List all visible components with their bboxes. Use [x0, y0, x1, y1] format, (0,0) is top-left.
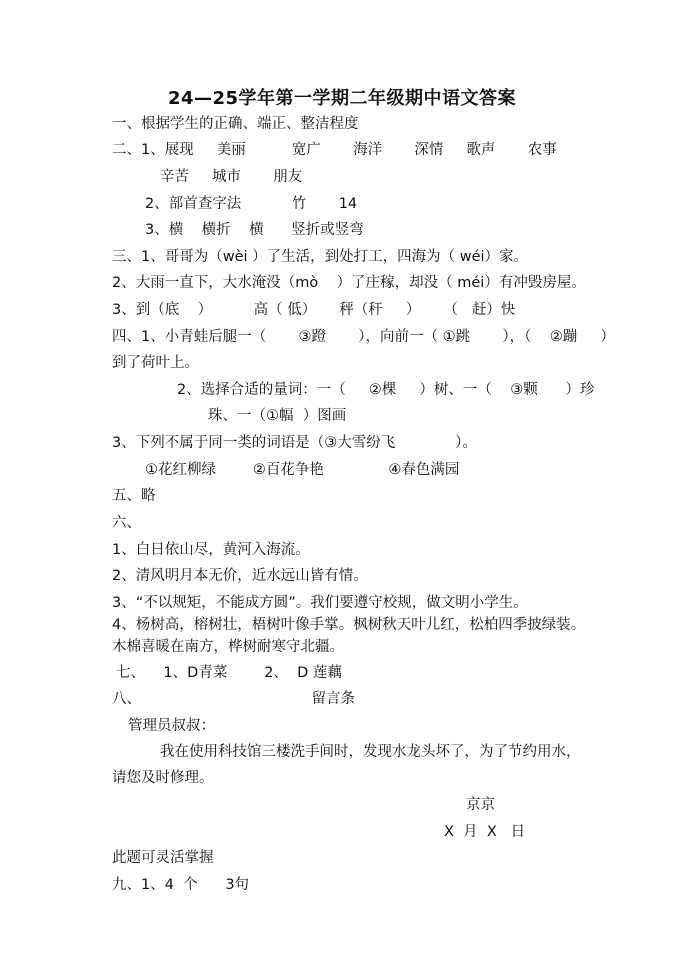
answer-line-4: 2、部首查字法 竹 14: [145, 196, 358, 212]
answer-line-28: X 月 X 日: [444, 824, 526, 840]
answer-line-22: 七、 1、D青菜 2、 D 莲藕: [116, 665, 342, 681]
answer-line-23: 八、 留言条: [112, 691, 356, 707]
answer-line-15: 五、略: [112, 488, 156, 504]
answer-line-19: 3、“不以规矩，不能成方圆”。我们要遵守校规，做文明小学生。: [112, 595, 528, 611]
answer-line-5: 3、横 横折 横 竖折或竖弯: [145, 222, 364, 238]
answer-line-21: 木棉喜暖在南方，桦树耐寒守北疆。: [112, 639, 344, 655]
answer-line-25: 我在使用科技馆三楼洗手间时，发现水龙头坏了，为了节约用水，: [160, 744, 581, 760]
page-title: 24—25学年第一学期二年级期中语文答案: [167, 88, 517, 109]
answer-line-20: 4、杨树高，榕树壮，梧树叶像手掌。枫树秋天叶儿红，松柏四季披绿装。: [112, 617, 586, 633]
answer-line-2: 二、1、展现 美丽 宽广 海洋 深情 歌声 农事: [112, 142, 557, 158]
answer-line-10: 到了荷叶上。: [112, 355, 199, 371]
answer-line-3: 辛苦 城市 朋友: [160, 169, 303, 185]
answer-line-17: 1、白日依山尽，黄河入海流。: [112, 542, 310, 558]
answer-line-27: 京京: [466, 797, 495, 813]
answer-line-9: 四、1、小青蛙后腿一（ ③蹬 ），向前一（ ①跳 ），（ ②蹦 ）: [112, 329, 615, 345]
answer-line-6: 三、1、哥哥为（wèi ）了生活，到处打工，四海为（ wéi）家。: [112, 249, 529, 265]
answer-line-7: 2、大雨一直下，大水淹没（mò ）了庄稼，却没（ méi）有冲毁房屋。: [112, 275, 586, 291]
answer-line-12: 珠、一（①幅 ）图画: [208, 408, 347, 424]
answer-line-30: 九、1、4 个 3句: [112, 877, 250, 893]
answer-line-26: 请您及时修理。: [112, 770, 214, 786]
answer-line-14: ①花红柳绿 ②百花争艳 ④春色满园: [145, 462, 460, 478]
answer-line-1: 一、根据学生的正确、端正、整洁程度: [112, 116, 359, 132]
answer-line-16: 六、: [112, 515, 141, 531]
answer-line-13: 3、下列不属于同一类的词语是（③大雪纷飞 ）。: [112, 435, 477, 451]
answer-line-8: 3、到（底 ） 高（ 低） 秤（秆 ） （ 赶）快: [112, 302, 516, 318]
answer-line-11: 2、选择合适的量词：一（ ②棵 ）树、一（ ③颗 ）珍: [177, 382, 595, 398]
answer-line-18: 2、清风明月本无价，近水远山皆有情。: [112, 568, 368, 584]
answer-line-24: 管理员叔叔：: [128, 718, 215, 734]
answer-line-29: 此题可灵活掌握: [112, 850, 214, 866]
